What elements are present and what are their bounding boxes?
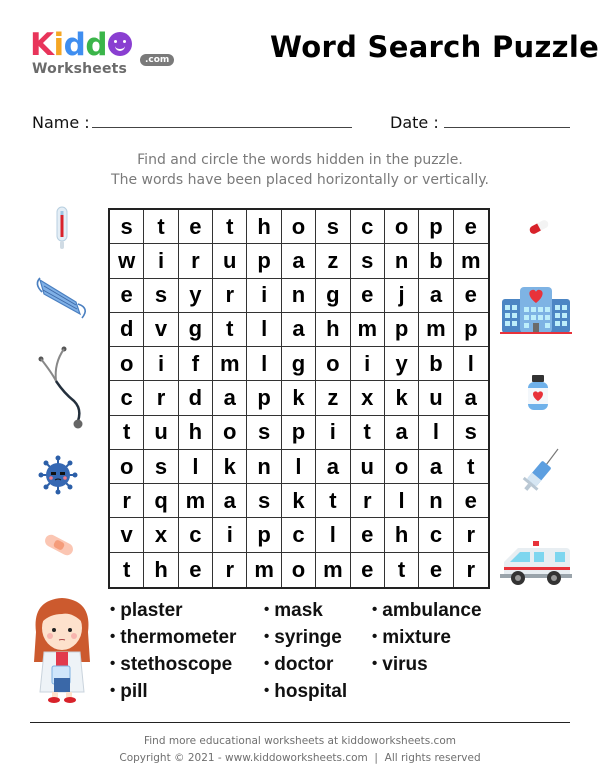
grid-cell[interactable]: a	[385, 416, 419, 450]
word-search-grid	[108, 208, 490, 589]
grid-cell[interactable]: t	[213, 210, 247, 244]
grid-cell[interactable]: s	[247, 416, 281, 450]
grid-cell[interactable]: m	[316, 553, 350, 587]
grid-cell[interactable]: r	[110, 484, 144, 518]
grid-cell[interactable]: e	[110, 279, 144, 313]
grid-cell[interactable]: o	[110, 450, 144, 484]
grid-cell[interactable]: c	[419, 518, 453, 552]
grid-cell[interactable]: n	[385, 244, 419, 278]
grid-cell[interactable]: m	[213, 347, 247, 381]
grid-cell[interactable]: a	[454, 381, 488, 415]
grid-cell[interactable]: h	[247, 210, 281, 244]
grid-cell[interactable]: o	[282, 553, 316, 587]
instructions	[0, 150, 600, 190]
word-item: • pill	[110, 681, 148, 703]
grid-cell[interactable]: x	[351, 381, 385, 415]
grid-cell[interactable]: c	[351, 210, 385, 244]
grid-cell[interactable]: u	[213, 244, 247, 278]
word-item: • doctor	[264, 654, 333, 676]
grid-cell[interactable]: r	[351, 484, 385, 518]
grid-cell[interactable]: h	[385, 518, 419, 552]
brand-logo	[30, 28, 180, 83]
grid-cell[interactable]: p	[454, 313, 488, 347]
grid-cell[interactable]: o	[316, 347, 350, 381]
grid-cell[interactable]: v	[144, 313, 178, 347]
word-item: • hospital	[264, 681, 347, 703]
grid-cell[interactable]: k	[385, 381, 419, 415]
grid-cell[interactable]: k	[213, 450, 247, 484]
grid-cell[interactable]: i	[144, 244, 178, 278]
grid-cell[interactable]: n	[247, 450, 281, 484]
instructions-line-1: Find and circle the words hidden in the puzzle.	[137, 152, 463, 168]
grid-cell[interactable]: s	[351, 244, 385, 278]
grid-cell[interactable]: o	[213, 416, 247, 450]
footer	[0, 733, 600, 767]
smiley-icon	[108, 32, 132, 56]
grid-cell[interactable]: i	[351, 347, 385, 381]
syringe-icon	[518, 447, 560, 497]
logo-subtitle: Worksheets	[32, 61, 128, 77]
grid-cell[interactable]: g	[316, 279, 350, 313]
grid-cell[interactable]: t	[351, 416, 385, 450]
logo-letter: K	[30, 27, 54, 63]
grid-cell[interactable]: z	[316, 244, 350, 278]
name-label: Name :	[32, 113, 90, 132]
grid-cell[interactable]: a	[419, 450, 453, 484]
mixture-bottle-icon	[525, 374, 551, 412]
grid-cell[interactable]: u	[144, 416, 178, 450]
word-item: • stethoscope	[110, 654, 232, 676]
grid-cell[interactable]: t	[316, 484, 350, 518]
doctor-illustration	[28, 592, 96, 704]
grid-cell[interactable]: p	[385, 313, 419, 347]
grid-cell[interactable]: a	[213, 484, 247, 518]
grid-cell[interactable]: x	[144, 518, 178, 552]
grid-cell[interactable]: p	[247, 244, 281, 278]
grid-cell[interactable]: p	[419, 210, 453, 244]
grid-cell[interactable]: s	[110, 210, 144, 244]
grid-cell[interactable]: e	[419, 553, 453, 587]
grid-cell[interactable]: w	[110, 244, 144, 278]
word-item: • mask	[264, 600, 323, 622]
grid-cell[interactable]: e	[179, 553, 213, 587]
grid-cell[interactable]: e	[454, 210, 488, 244]
grid-cell[interactable]: o	[110, 347, 144, 381]
virus-icon	[38, 455, 78, 495]
grid-cell[interactable]: a	[282, 244, 316, 278]
grid-cell[interactable]: m	[179, 484, 213, 518]
grid-cell[interactable]: t	[454, 450, 488, 484]
grid-cell[interactable]: e	[179, 210, 213, 244]
word-item: • virus	[372, 654, 428, 676]
grid-cell[interactable]: l	[282, 450, 316, 484]
grid-cell[interactable]: b	[419, 347, 453, 381]
grid-cell[interactable]: j	[385, 279, 419, 313]
grid-cell[interactable]: l	[316, 518, 350, 552]
grid-cell[interactable]: e	[351, 553, 385, 587]
grid-cell[interactable]: t	[213, 313, 247, 347]
grid-cell[interactable]: s	[247, 484, 281, 518]
word-item: • plaster	[110, 600, 183, 622]
grid-cell[interactable]: h	[316, 313, 350, 347]
grid-cell[interactable]: s	[144, 279, 178, 313]
grid-cell[interactable]: m	[247, 553, 281, 587]
grid-cell[interactable]: s	[144, 450, 178, 484]
grid-cell[interactable]: a	[316, 450, 350, 484]
grid-cell[interactable]: v	[110, 518, 144, 552]
grid-cell[interactable]: a	[213, 381, 247, 415]
grid-cell[interactable]: r	[213, 553, 247, 587]
grid-cell[interactable]: y	[179, 279, 213, 313]
footer-promo: Find more educational worksheets at kiddoworksheets.com	[143, 735, 456, 747]
grid-cell[interactable]: h	[144, 553, 178, 587]
grid-cell[interactable]: i	[247, 279, 281, 313]
grid-cell[interactable]: l	[247, 347, 281, 381]
grid-cell[interactable]: r	[213, 279, 247, 313]
grid-cell[interactable]: l	[179, 450, 213, 484]
grid-cell[interactable]: e	[454, 279, 488, 313]
grid-cell[interactable]: o	[385, 450, 419, 484]
grid-cell[interactable]: o	[282, 210, 316, 244]
grid-cell[interactable]: k	[282, 484, 316, 518]
grid-cell[interactable]: e	[454, 484, 488, 518]
grid-cell[interactable]: y	[385, 347, 419, 381]
grid-cell[interactable]: t	[110, 416, 144, 450]
grid-cell[interactable]: f	[179, 347, 213, 381]
name-field[interactable]	[92, 127, 352, 128]
grid-cell[interactable]: b	[419, 244, 453, 278]
grid-cell[interactable]: m	[419, 313, 453, 347]
logo-letter: d	[63, 27, 86, 63]
grid-cell[interactable]: l	[454, 347, 488, 381]
plaster-icon	[42, 532, 76, 558]
stethoscope-icon	[34, 345, 84, 429]
grid-cell[interactable]: g	[282, 347, 316, 381]
pill-icon	[527, 218, 551, 236]
grid-cell[interactable]: l	[247, 313, 281, 347]
mask-icon	[30, 270, 90, 322]
logo-letter: d	[85, 27, 108, 63]
thermometer-icon	[52, 205, 72, 251]
grid-cell[interactable]: r	[179, 244, 213, 278]
ambulance-icon	[500, 540, 572, 588]
logo-domain-badge: .com	[140, 54, 174, 66]
grid-cell[interactable]: l	[419, 416, 453, 450]
grid-cell[interactable]: u	[419, 381, 453, 415]
grid-cell[interactable]: t	[110, 553, 144, 587]
grid-cell[interactable]: e	[351, 279, 385, 313]
grid-cell[interactable]: n	[419, 484, 453, 518]
grid-cell[interactable]: l	[385, 484, 419, 518]
grid-cell[interactable]: r	[466, 556, 476, 582]
grid-cell[interactable]: h	[179, 416, 213, 450]
grid-cell[interactable]: k	[282, 381, 316, 415]
grid-cell[interactable]: c	[110, 381, 144, 415]
grid-cell[interactable]: q	[144, 484, 178, 518]
grid-cell[interactable]: e	[351, 518, 385, 552]
grid-cell[interactable]: p	[247, 518, 281, 552]
grid-cell[interactable]: r	[454, 518, 488, 552]
grid-cell[interactable]: u	[351, 450, 385, 484]
grid-cell[interactable]: o	[385, 210, 419, 244]
footer-divider	[30, 722, 570, 723]
word-item: • thermometer	[110, 627, 236, 649]
page-title: Word Search Puzzle	[270, 30, 600, 64]
grid-cell[interactable]: m	[351, 313, 385, 347]
grid-cell[interactable]: a	[282, 313, 316, 347]
footer-copyright: Copyright © 2021 - www.kiddoworksheets.com | All rights reserved	[119, 752, 481, 764]
grid-cell[interactable]: i	[316, 416, 350, 450]
grid-cell[interactable]: i	[144, 347, 178, 381]
grid-cell[interactable]: c	[179, 518, 213, 552]
date-field[interactable]	[444, 127, 570, 128]
grid-cell[interactable]: d	[179, 381, 213, 415]
logo-wordmark	[30, 28, 132, 62]
grid-cell[interactable]: d	[110, 313, 144, 347]
grid-cell[interactable]: r	[144, 381, 178, 415]
grid-cell[interactable]: s	[316, 210, 350, 244]
grid-cell[interactable]: a	[419, 279, 453, 313]
instructions-line-2: The words have been placed horizontally or vertically.	[111, 172, 489, 188]
grid-cell[interactable]: s	[454, 416, 488, 450]
hospital-icon	[500, 285, 572, 335]
date-label: Date :	[390, 113, 439, 132]
word-item: • mixture	[372, 627, 451, 649]
grid-cell[interactable]: g	[179, 313, 213, 347]
grid-cell[interactable]: t	[385, 553, 419, 587]
grid-cell[interactable]: t	[144, 210, 178, 244]
logo-letter: i	[53, 27, 64, 63]
grid-cell[interactable]: p	[247, 381, 281, 415]
grid-cell[interactable]: n	[282, 279, 316, 313]
grid-cell[interactable]: z	[316, 381, 350, 415]
word-item: • ambulance	[372, 600, 482, 622]
grid-cell[interactable]: i	[213, 518, 247, 552]
word-item: • syringe	[264, 627, 342, 649]
grid-cell[interactable]: m	[454, 244, 488, 278]
grid-cell[interactable]: c	[282, 518, 316, 552]
grid-cell[interactable]: p	[282, 416, 316, 450]
